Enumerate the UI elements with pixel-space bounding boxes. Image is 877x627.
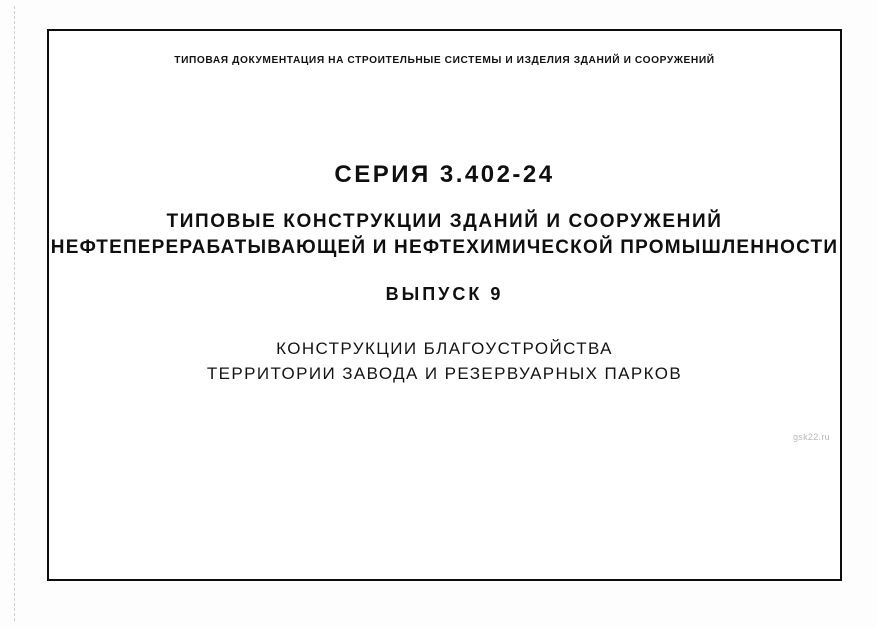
page-subtitle-line-2: ТЕРРИТОРИИ ЗАВОДА И РЕЗЕРВУАРНЫХ ПАРКОВ xyxy=(206,364,683,383)
page-title xyxy=(49,209,840,261)
page-subtitle xyxy=(49,336,840,386)
document-header-note: ТИПОВАЯ ДОКУМЕНТАЦИЯ НА СТРОИТЕЛЬНЫЕ СИСТЕМЫ И ИЗДЕЛИЯ ЗДАНИЙ И СООРУЖЕНИЙ xyxy=(174,54,715,66)
scan-edge-artifact xyxy=(14,6,15,621)
page-title-line-2: НЕФТЕПЕРЕРАБАТЫВАЮЩЕЙ И НЕФТЕХИМИЧЕСКОЙ ПРОМЫШЛЕННОСТИ xyxy=(50,237,839,258)
title-page-content xyxy=(49,31,840,579)
watermark-label: gsk22.ru xyxy=(793,432,830,442)
issue-number: ВЫПУСК 9 xyxy=(385,284,504,304)
page-subtitle-line-1: КОНСТРУКЦИИ БЛАГОУСТРОЙСТВА xyxy=(276,339,613,358)
document-border-frame xyxy=(47,29,842,581)
page-title-line-1: ТИПОВЫЕ КОНСТРУКЦИИ ЗДАНИЙ И СООРУЖЕНИЙ xyxy=(166,211,723,232)
series-number: СЕРИЯ 3.402-24 xyxy=(334,161,555,188)
